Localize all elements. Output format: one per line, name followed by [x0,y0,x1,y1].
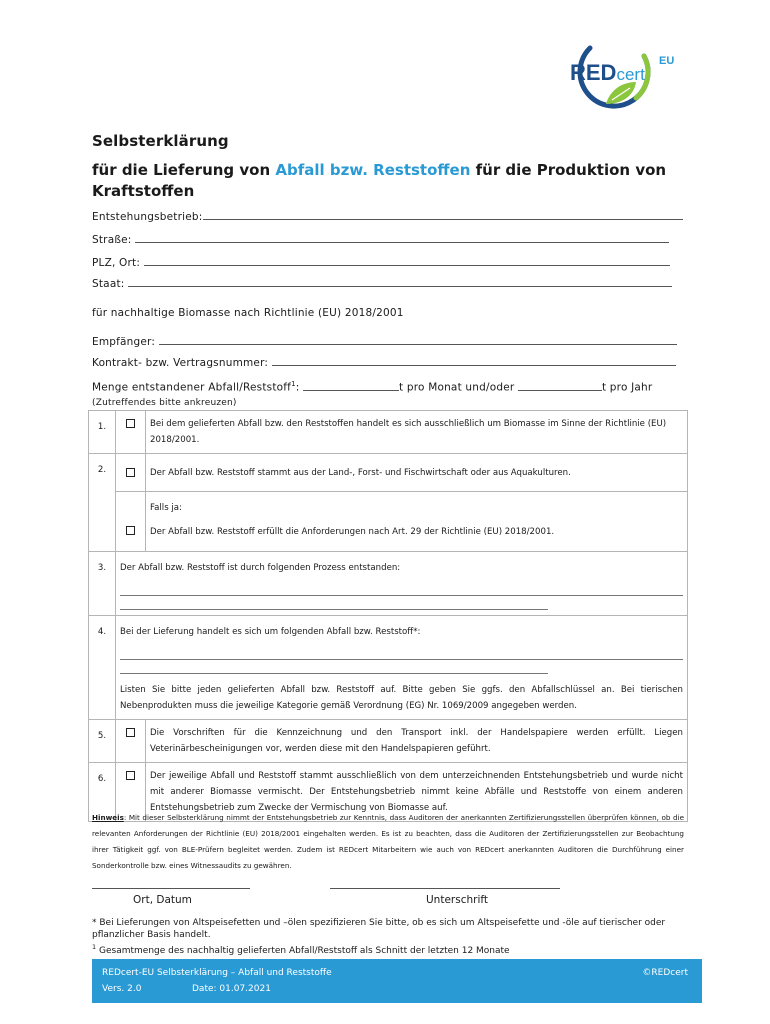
item-text-2: Der Abfall bzw. Reststoff stammt aus der Land-, Forst- und Fischwirtschaft oder aus Aquakulturen. [146,454,688,492]
spacer-cell [116,492,146,522]
item-checkbox-2[interactable] [116,454,146,492]
prozess-line-2[interactable] [120,598,548,610]
menge-colon: : [295,381,300,394]
subtitle-highlight: Abfall bzw. Reststoffen [275,161,471,179]
footnote-star: * Bei Lieferungen von Altspeisefetten und –ölen spezifizieren Sie bitte, ob es sich um Altspeisefette und -öle auf tierischer oder pflanzlicher Basis handelt. [92,918,666,940]
plz-ort-line[interactable] [144,256,670,266]
hinweis-text: : Mit dieser Selbsterklärung nimmt der Entstehungsbetrieb zur Kenntnis, dass Auditoren der anerkannten Zertifizierungsstellen überprüfen können, ob die relevanten Anforderungen der Richtlinie (EU) 2018/2001 eingehalten werden. Es ist zu beachten, dass die Auditoren der Zertifizierungsstellen zur Beobachtung ihrer Tätigkeit ggf. von BLE-Prüfern begleitet werden. Zudem ist REDcert Mitarbeitern wie auch von REDcert anerkannten Auditoren die Durchführung einer Sonderkontrolle bzw. eines Witnessaudits zu gewähren. [92,813,684,870]
entstehungsbetrieb-line[interactable] [203,210,683,220]
svg-text:REDcert [570,60,645,85]
strasse-field [92,233,669,247]
checkbox-icon [126,419,135,428]
redcert-logo [560,38,680,110]
subtitle-pre: für die Lieferung von [92,161,276,179]
item-row-3 [89,551,688,615]
item-number: 5. [89,719,116,762]
empfaenger-field [92,335,677,349]
item-text-4: Bei der Lieferung handelt es sich um folgenden Abfall bzw. Reststoff*: [120,626,421,637]
item-text-6: Der jeweilige Abfall und Reststoff stammt ausschließlich von dem unterzeichnenden Entstehungsbetrieb und wurde nicht mit anderer Biomasse vermischt. Der Entstehungsbetrieb nimmt keine Abfälle und Reststoffe von einem anderen Entstehungsbetrieb zum Zwecke der Vermischung von Biomasse auf. [146,762,688,821]
footer-version: Vers. 2.0 [102,984,142,994]
item-checkbox-5[interactable] [116,719,146,762]
item-number: 2. [89,454,116,552]
menge-monat-label: t pro Monat und/oder [399,381,515,394]
menge-field [92,377,652,395]
item-checkbox-1[interactable] [116,411,146,454]
menge-jahr-label: t pro Jahr [601,381,653,394]
hinweis-paragraph [92,810,684,874]
hinweis-label: Hinweis [92,813,124,822]
logo-eu: EU [659,55,675,67]
item-cell-4 [116,615,688,719]
item-row-2b [89,521,688,551]
document-subtitle [92,160,692,202]
page-footer [92,959,702,1003]
checkbox-icon [126,728,135,737]
item-row-2 [89,454,688,492]
item-row-2-falls [89,492,688,522]
item-checkbox-2b[interactable] [116,521,146,551]
item-row-1 [89,411,688,454]
menge-label: Menge entstandener Abfall/Reststoff [92,381,292,394]
menge-footnote-ref: 1 [291,380,296,388]
footer-title: REDcert-EU Selbsterklärung – Abfall und Reststoffe [102,968,332,978]
item-cell-3 [116,551,688,615]
entstehungsbetrieb-field [92,210,683,224]
item-number: 1. [89,411,116,454]
checkbox-icon [126,468,135,477]
strasse-label: Straße: [92,234,132,246]
footnote-one [92,941,692,957]
subtitle-post: für die Produktion von Kraftstoffen [92,161,667,200]
logo-red: RED [570,60,617,85]
item-row-4 [89,615,688,719]
item-text-3: Der Abfall bzw. Reststoff ist durch folgenden Prozess entstanden: [120,562,401,573]
empfaenger-line[interactable] [159,335,677,345]
biomasse-note: für nachhaltige Biomasse nach Richtlinie (EU) 2018/2001 [92,307,404,319]
vertragsnummer-line[interactable] [272,356,676,366]
footnote-one-text: Gesamtmenge des nachhaltig gelieferten Abfall/Reststoff als Schnitt der letzten 12 Monate [96,946,510,956]
vertragsnummer-field [92,356,676,370]
item-text-2b: Der Abfall bzw. Reststoff erfüllt die Anforderungen nach Art. 29 der Richtlinie (EU) 2018/2001. [146,521,688,551]
menge-monat-line[interactable] [303,381,399,391]
unterschrift-label: Unterschrift [426,894,488,906]
reststoff-line-1[interactable] [120,648,683,660]
item-number: 4. [89,615,116,719]
checkbox-icon [126,771,135,780]
falls-ja-label: Falls ja: [146,492,688,522]
reststoff-line-2[interactable] [120,662,548,674]
staat-label: Staat: [92,278,125,290]
plz-ort-label: PLZ, Ort: [92,257,141,269]
footer-date: Date: 01.07.2021 [192,984,271,994]
checkbox-icon [126,526,135,535]
item-text-4b: Listen Sie bitte jeden gelieferten Abfall bzw. Reststoff auf. Bitte geben Sie ggfs. den Abfallschlüssel an. Bei tierischen Nebenprodukten muss die jeweilige Kategorie gemäß Verordnung (EG) Nr. 1069/2009 angegeben werden. [120,684,683,711]
item-text-5: Die Vorschriften für die Kennzeichnung und den Transport inkl. der Handelspapiere werden erfüllt. Liegen Veterinärbescheinigungen vor, werden diese mit den Handelspapieren geführt. [146,719,688,762]
vertragsnummer-label: Kontrakt- bzw. Vertragsnummer: [92,357,269,369]
zutreffendes-note: (Zutreffendes bitte ankreuzen) [92,398,237,408]
empfaenger-label: Empfänger: [92,336,156,348]
entstehungsbetrieb-label: Entstehungsbetrieb: [92,211,203,223]
menge-jahr-line[interactable] [518,381,602,391]
prozess-line-1[interactable] [120,584,683,596]
ort-datum-label: Ort, Datum [133,894,192,906]
plz-ort-field [92,256,670,270]
ort-datum-line[interactable] [92,888,250,889]
item-number: 3. [89,551,116,615]
declaration-table [88,410,688,822]
item-number: 6. [89,762,116,821]
document-title: Selbsterklärung [92,132,229,150]
unterschrift-line[interactable] [330,888,560,889]
item-row-5 [89,719,688,762]
logo-cert: cert [616,65,645,84]
staat-line[interactable] [128,277,672,287]
staat-field [92,277,672,291]
footnote-one-mark: 1 [92,943,97,951]
footer-copyright: ©REDcert [642,968,688,978]
item-text-1: Bei dem gelieferten Abfall bzw. den Reststoffen handelt es sich ausschließlich um Biomasse im Sinne der Richtlinie (EU) 2018/2001. [146,411,688,454]
strasse-line[interactable] [135,233,669,243]
